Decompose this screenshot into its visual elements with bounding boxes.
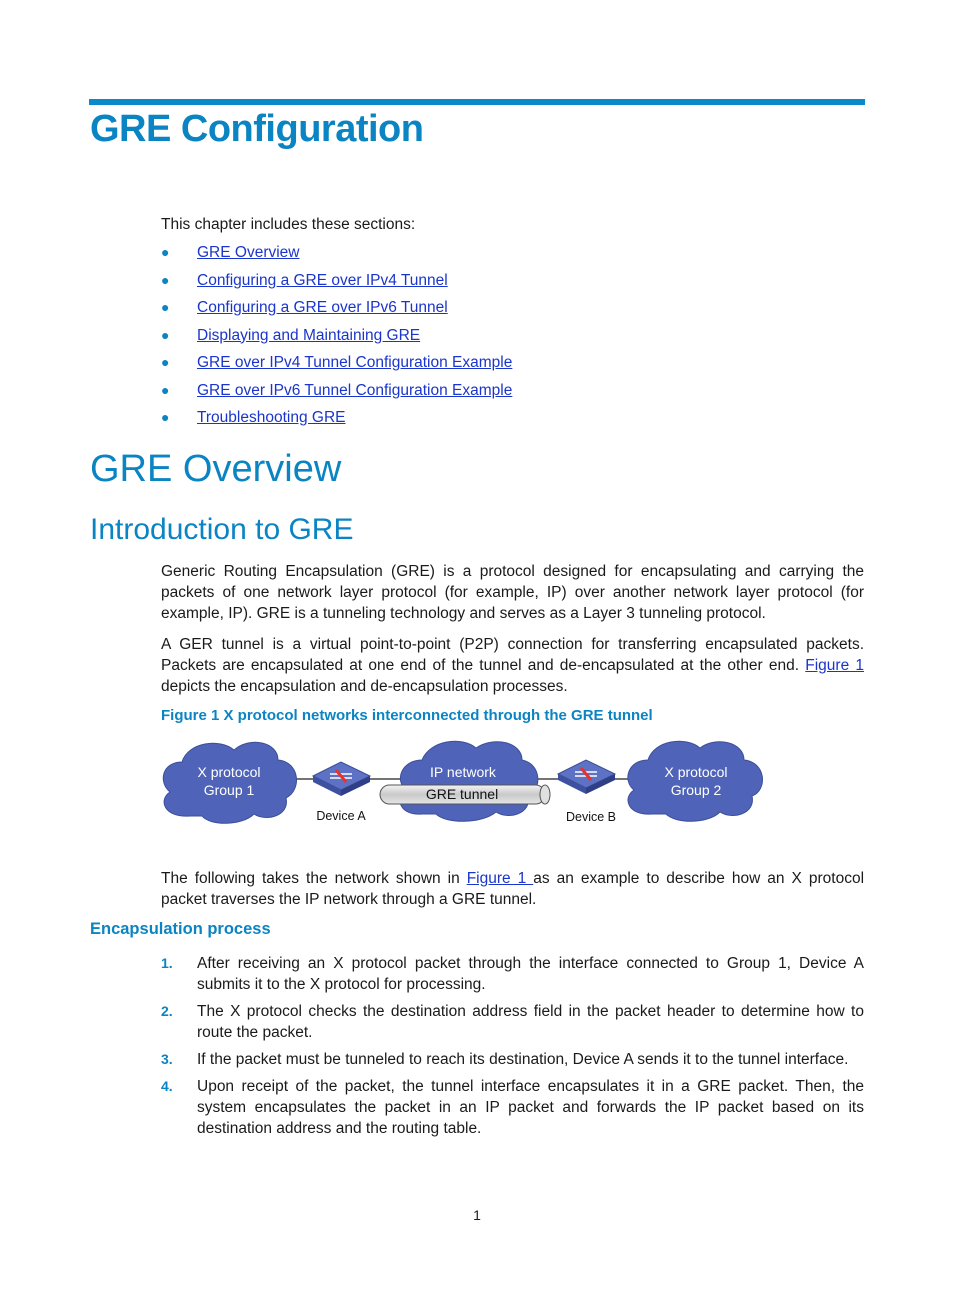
chapter-title: GRE Configuration <box>90 108 424 150</box>
step-number: 2. <box>161 1003 173 1019</box>
paragraph-example <box>161 868 864 910</box>
toc-link-ipv4-example[interactable]: GRE over IPv4 Tunnel Configuration Example <box>197 354 513 371</box>
subsection-title: Introduction to GRE <box>90 513 354 546</box>
cloud-label: X protocol <box>197 764 261 780</box>
bullet-icon: ● <box>161 326 170 343</box>
bullet-icon: ● <box>161 299 170 315</box>
paragraph-text: A GER tunnel is a virtual point-to-point (P2P) connection for transferring encapsulated packets. Packets are encapsulated at one end of the tunnel and de-encapsulated at the other end. <box>161 636 864 674</box>
router-device-b-icon <box>558 760 615 794</box>
list-item <box>161 1049 864 1070</box>
chapter-rule <box>89 99 865 105</box>
cloud-label: Group 1 <box>203 782 255 798</box>
list-item <box>161 1001 864 1043</box>
step-number: 1. <box>161 955 173 971</box>
paragraph-text: as an example to describe how an X protocol packet traverses the IP network through a GRE tunnel. <box>161 870 865 908</box>
cloud-label: Group 2 <box>670 782 722 798</box>
step-number: 3. <box>161 1051 173 1067</box>
toc-link-ipv6-example[interactable]: GRE over IPv6 Tunnel Configuration Example <box>197 381 513 399</box>
toc-link-displaying[interactable]: Displaying and Maintaining GRE <box>197 326 421 344</box>
bullet-icon: ● <box>161 381 170 398</box>
toc-link-gre-ipv6[interactable]: Configuring a GRE over IPv6 Tunnel <box>197 299 448 316</box>
step-text: If the packet must be tunneled to reach its destination, Device A sends it to the tunnel interface. <box>197 1051 849 1068</box>
cloud-x-protocol-group-2 <box>628 741 763 821</box>
step-number: 4. <box>161 1078 173 1094</box>
cloud-label: X protocol <box>664 764 728 780</box>
paragraph-tunnel <box>161 634 864 697</box>
step-text: Upon receipt of the packet, the tunnel interface encapsulates it in a GRE packet. Then, the system encapsulates the packet in an IP packet and forwards the IP packet based on its destination address and the routing table. <box>197 1078 864 1137</box>
figure-1-link[interactable]: Figure 1 <box>466 870 534 887</box>
toc-link-troubleshooting[interactable]: Troubleshooting GRE <box>197 409 346 426</box>
paragraph-gre-definition: Generic Routing Encapsulation (GRE) is a protocol designed for encapsulating and carrying the packets of one network layer protocol (for example, IP) over another network layer protocol (for example, IP). GRE is a tunneling technology and serves as a Layer 3 tunneling protocol. <box>161 563 864 622</box>
paragraph-text: The following takes the network shown in <box>161 870 467 887</box>
figure-caption: Figure 1 X protocol networks interconnected through the GRE tunnel <box>161 707 653 724</box>
bullet-icon: ● <box>161 244 170 260</box>
encapsulation-steps <box>161 953 864 1145</box>
bullet-icon: ● <box>161 409 170 425</box>
step-text: The X protocol checks the destination address field in the packet header to determine how to route the packet. <box>197 1003 864 1041</box>
cloud-ip-network <box>400 741 538 821</box>
paragraph-text: depicts the encapsulation and de-encapsulation processes. <box>161 678 568 695</box>
device-a-label: Device A <box>316 809 366 823</box>
bullet-icon: ● <box>161 271 170 288</box>
router-device-a-icon <box>313 762 370 796</box>
bullet-icon: ● <box>161 354 170 370</box>
device-b-label: Device B <box>565 810 617 824</box>
toc-link-gre-ipv4[interactable]: Configuring a GRE over IPv4 Tunnel <box>197 271 448 289</box>
step-text: After receiving an X protocol packet through the interface connected to Group 1, Device A submits it to the X protocol for processing. <box>197 955 864 993</box>
list-item <box>161 953 864 995</box>
gre-network-diagram <box>150 732 780 832</box>
cloud-x-protocol-group-1 <box>163 742 296 823</box>
cloud-label: IP network <box>430 764 496 780</box>
toc-intro: This chapter includes these sections: <box>161 216 416 233</box>
figure-1-link[interactable]: Figure 1 <box>805 657 864 674</box>
toc-link-gre-overview[interactable]: GRE Overview <box>197 244 300 261</box>
section-title: GRE Overview <box>90 448 342 490</box>
tunnel-label: GRE tunnel <box>425 786 499 802</box>
page-number: 1 <box>473 1207 481 1223</box>
gre-tunnel-tube <box>380 785 550 804</box>
encapsulation-heading: Encapsulation process <box>90 920 271 938</box>
list-item <box>161 1076 864 1139</box>
